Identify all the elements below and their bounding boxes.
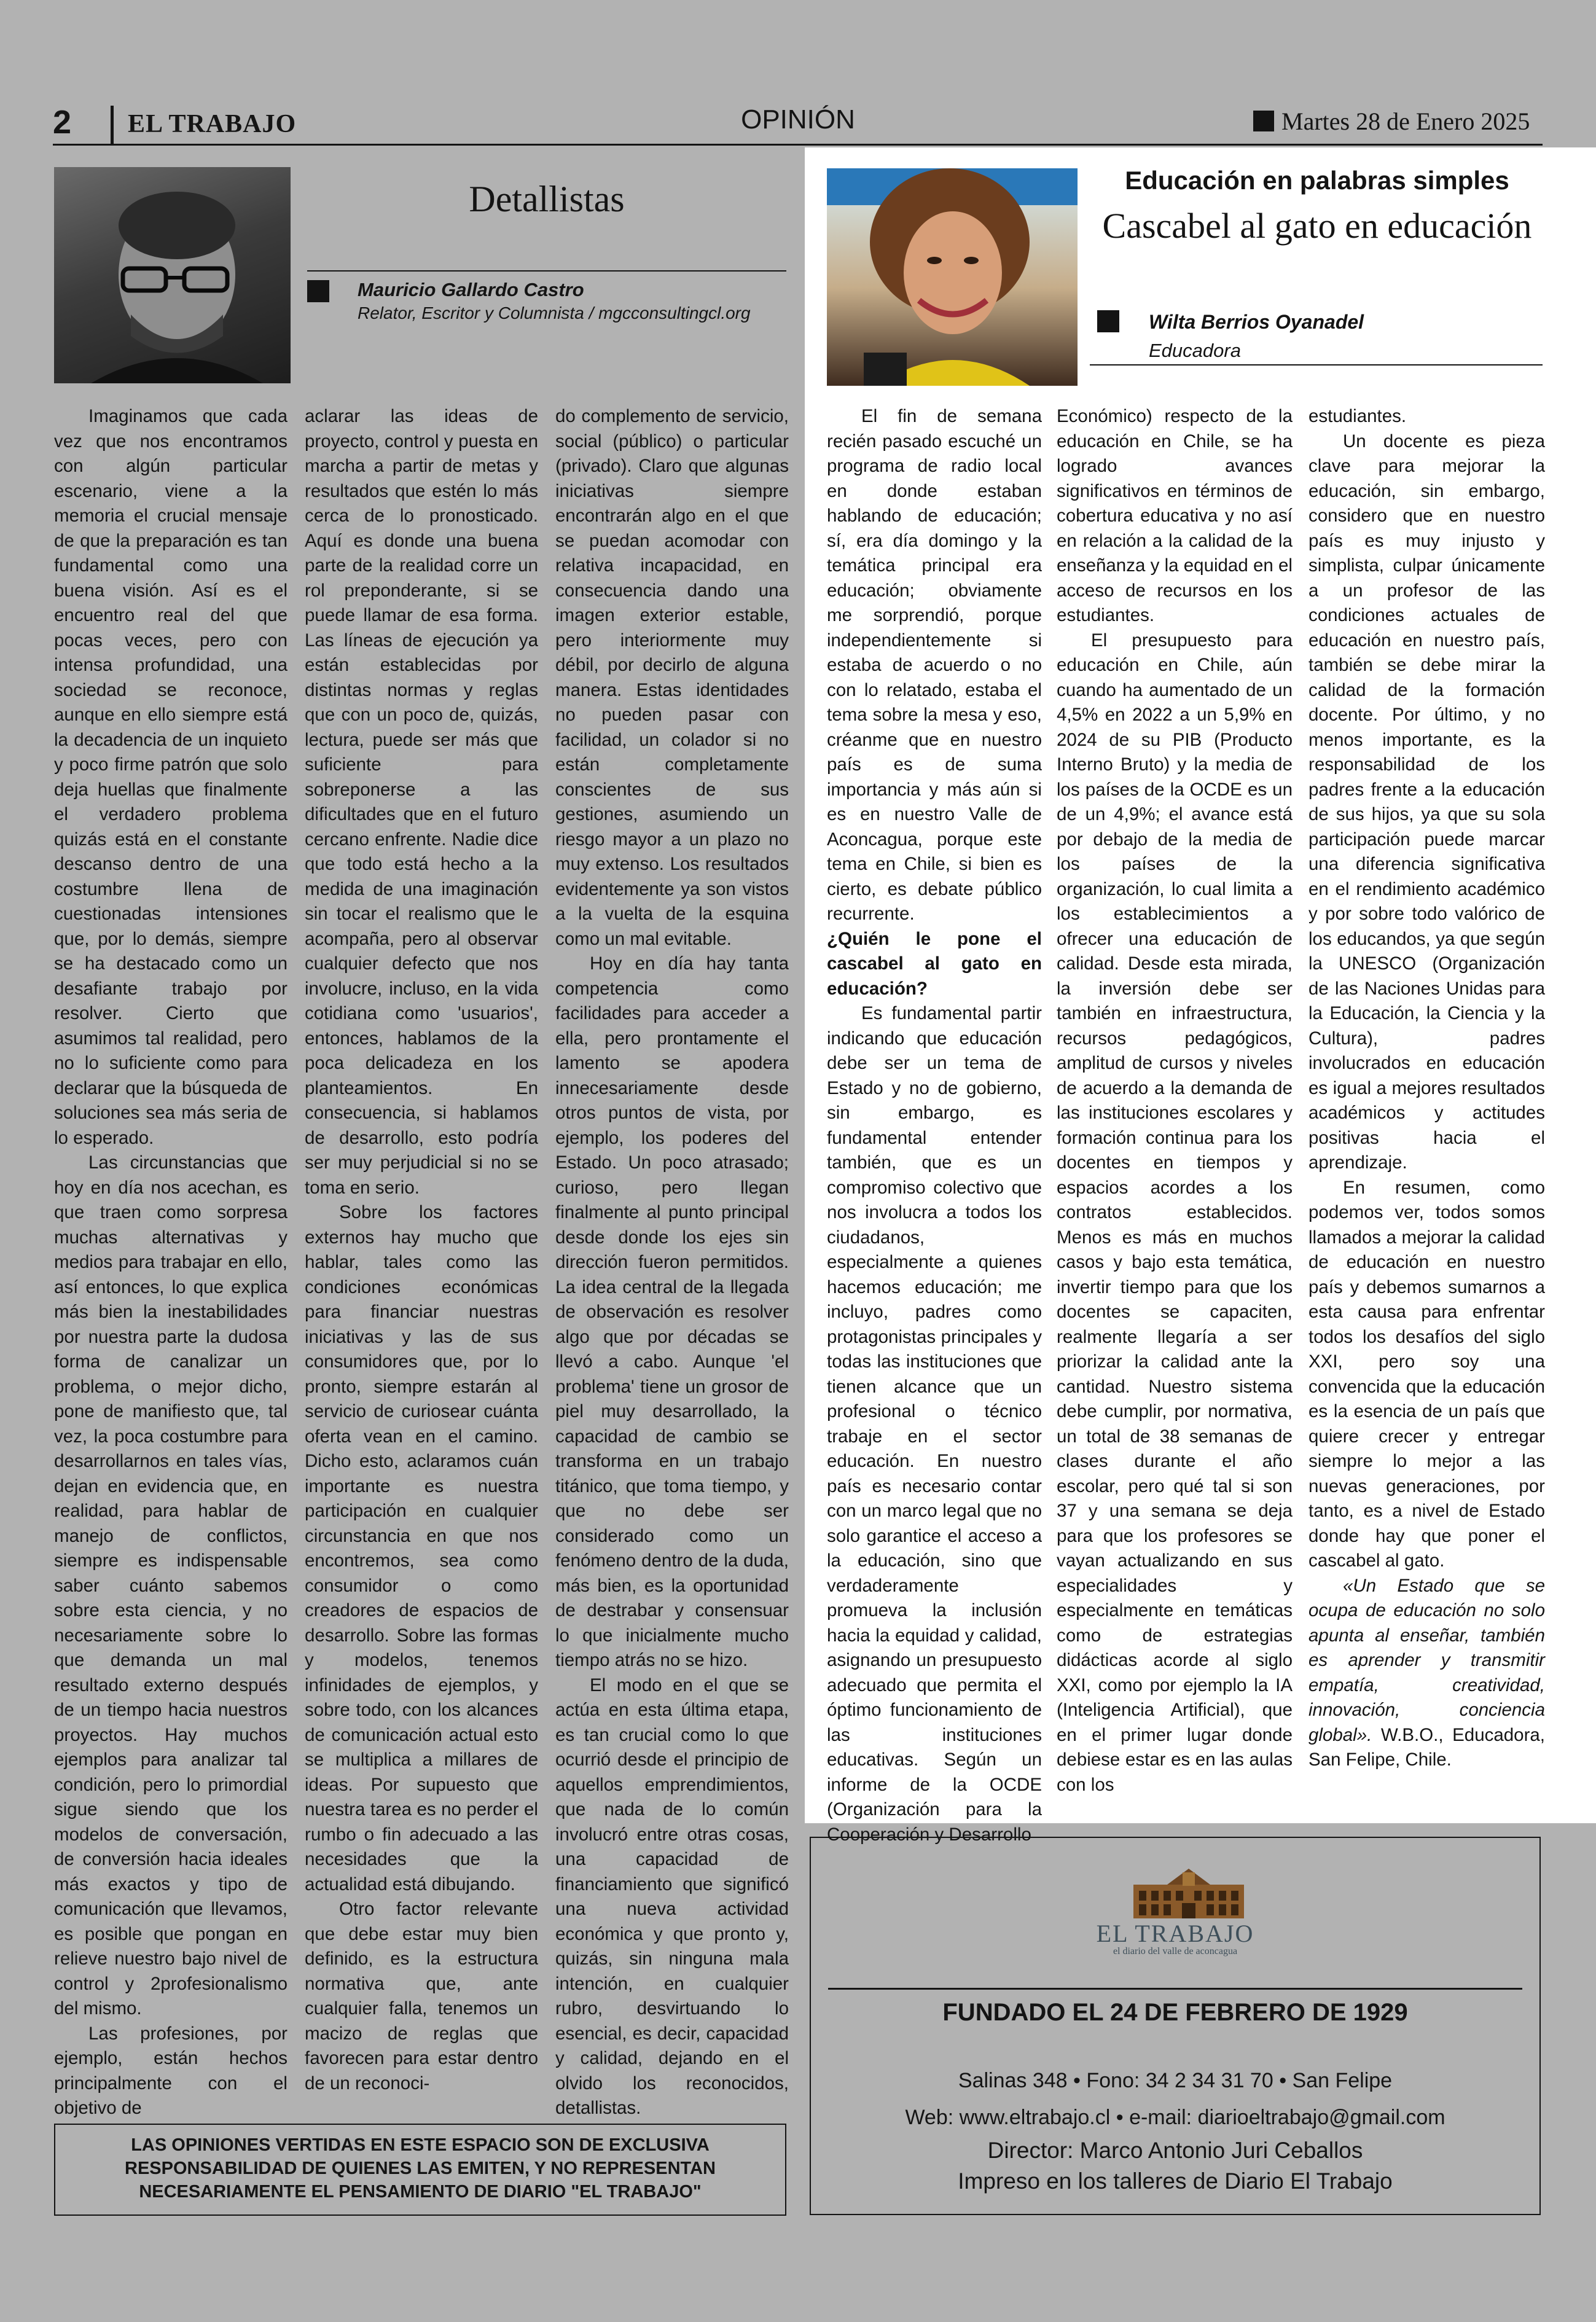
paragraph: Es fundamental partir indicando que educación debe ser un tema de Estado y no de gobierno, sin embargo, es fundamental entender también, que es un compromiso colectivo que nos involucra a todos los ciudadanos, especialmente a quienes hacemos educación; me incluyo, padres como protagonistas principales y todas las instituciones que tienen alcance que un profesional o técnico trabaje en el sector educación. En nuestro país es necesario contar con un marco legal que no solo garantice el acceso a la educación, sino que verdaderamente promueva la inclusión hacia la equidad y calidad, asignando un presupuesto adecuado que permita el óptimo funcionamiento de las instituciones educativas. Según un informe de la OCDE (Organización para la Cooperación y Desarrollo <box>827 1003 1042 1845</box>
byline-rule <box>1090 364 1543 366</box>
printer-line: Impreso en los talleres de Diario El Trabajo <box>958 2168 1393 2194</box>
section-title: OPINIÓN <box>741 104 855 135</box>
author-role: Relator, Escritor y Columnista / mgcconsultingcl.org <box>358 303 751 322</box>
paragraph: aclarar las ideas de proyecto, control y puesta en marcha a partir de metas y resultados que estén lo más cerca de lo pronosticado. Aquí es donde una buena parte de la realidad corre un rol preponderante, si se puede llamar de esa forma. Las líneas de ejecución ya están establecidas por distintas normas y reglas que con un poco de, quizás, lectura, puede ser más que suficiente para sobreponerse a las dificultades que en el futuro cercano enfrente. Nadie dice que todo está hecho a la medida de una imaginación sin tocar el realismo que le acompaña, pero al observar cualquier defecto que nos involucre, incluso, en la vida cotidiana como 'usuarios', entonces, hablamos de la poca delicadeza en los planteamientos. En consecuencia, si hablamos de desarrollo, esto podría ser muy perjudicial si no se toma en serio. <box>305 406 538 1198</box>
quote-text: «Un Estado que se ocupa de educación no solo apunta al enseñar, también es aprender y transmitir empatía, creatividad, innovación, conciencia global». <box>1308 1575 1545 1745</box>
author-role: Educadora <box>1149 340 1241 361</box>
article-title: Detallistas <box>469 179 625 219</box>
paragraph: Sobre los factores externos hay mucho que hablar, tales como las condiciones económicas para financiar nuestras iniciativas y las de sus consumidores que, por lo pronto, siempre estarán al servicio de curiosear cuánta oferta vean en el camino. Dicho esto, aclaramos cuán importante es nuestra participación en cualquier circunstancia en que nos encontremos, sea como consumidor o como creadores de espacios de desarrollo. Sobre las formas y modelos, tenemos infinidades de ejemplos, y sobre todo, con los alcances de comunicación actual esto se multiplica a millares de ideas. Por supuesto que nuestra tarea es no perder el rumbo o fin adecuado a las necesidades que la actualidad está dibujando. <box>305 1202 538 1894</box>
article-column-2 <box>305 404 538 2115</box>
logo-name: EL TRABAJO <box>1096 1920 1254 1947</box>
issue-date: Martes 28 de Enero 2025 <box>1281 108 1530 135</box>
paragraph: El modo en el que se actúa en esta última etapa, es tan crucial como lo que ocurrió desde el principio de aquellos emprendimientos, que nada de lo común involucró entre otras cosas, una capacidad de financiamiento que significó una nueva actividad económica y que pronto y, quizás, sin ninguna mala intención, en cualquier rubro, desvirtuando lo esencial, es decir, capacidad y calidad, dejando en el olvido los reconocidos, detallistas. <box>555 1675 789 2118</box>
newspaper-name: EL TRABAJO <box>128 110 297 138</box>
author-name: Wilta Berrios Oyanadel <box>1149 311 1364 333</box>
author-photo <box>54 167 291 383</box>
logo-tagline: el diario del valle de aconcagua <box>1113 1946 1238 1957</box>
article-title: Cascabel al gato en educación <box>1102 206 1532 246</box>
paragraph: Hoy en día hay tanta competencia como facilidades para acceder a ella, pero prontamente el lamento se apodera innecesariamente desde otros puntos de vista, por ejemplo, los poderes del Estado. Un poco atrasado; curioso, pero llegan finalmente al punto principal desde donde los ejes sin dirección fueron permitidos. La idea central de la llegada de observación es resolver algo que por décadas se llevó a cabo. Aunque 'el problema' tiene un grosor de piel muy desarrollado, la capacidad de cambio se transforma en un trabajo titánico, que toma tiempo, y que no debe ser considerado como un fenómeno dentro de la duda, más bien, es la oportunidad de destrabar y consensuar lo que inicialmente mucho tiempo atrás no se hizo. <box>555 953 789 1670</box>
header-rule <box>53 144 1543 146</box>
closing-quote <box>1308 1574 1545 1773</box>
subheading: ¿Quién le pone el cascabel al gato en educación? <box>827 928 1042 999</box>
paragraph: Un docente es pieza clave para mejorar la educación, sin embargo, considero que en nuestro país es muy injusto y simplista, culpar únicamente a un profesor de las condiciones actuales de educación en nuestro país, también se debe mirar la calidad de la formación docente. Por último, y no menos importante, es la responsabilidad de los padres frente a la educación de sus hijos, ya que su sola participación puede marcar una diferencia significativa en el rendimiento académico y por sobre todo valórico de los educandos, ya que según la UNESCO (Organización de las Naciones Unidas para la Educación, la Ciencia y la Cultura), padres involucrados en educación es igual a mejores resultados académicos y actitudes positivas hacia el aprendizaje. <box>1308 431 1545 1173</box>
page-number: 2 <box>53 104 72 141</box>
byline-rule <box>307 270 786 272</box>
paragraph: estudiantes. <box>1308 406 1407 426</box>
paragraph: Las circunstancias que hoy en día nos acechan, es que traen como sorpresa muchas alternativas y medios para trabajar en ello, así entonces, lo que explica más bien la inestabilidades por nuestra parte la dudosa forma de canalizar un problema, o mejor dicho, pone de manifiesto que, tal vez, la poca costumbre para desarrollarnos en tales vías, dejan en evidencia que, en realidad, para hablar de manejo de conflictos, siempre es indispensable saber cuánto sabemos sobre esta ciencia, y no necesariamente sobre lo que demanda un mal resultado externo después de un tiempo hacia nuestros proyectos. Hay muchos ejemplos para analizar tal condición, pero lo primordial sigue siendo que los modelos de conversación, de conversión hacia ideales más exactos y tipo de comunicación que llevamos, es posible que pongan en relieve nuestro bajo nivel de control y 2profesionalismo del mismo. <box>54 1152 288 2019</box>
author-photo <box>827 168 1078 386</box>
paragraph: Imaginamos que cada vez que nos encontramos con algún particular escenario, viene a la memoria el crucial mensaje de que la preparación es tan fundamental como una buena visión. Así es el encuentro real del que pocas veces, pero con intensa profundidad, una sociedad se reconoce, aunque en ello siempre está la decadencia de un inquieto y poco firme patrón que solo deja huellas que finalmente el verdadero problema quizás está en el constante descanso dentro de una costumbre llena de cuestionadas intensiones que, por lo demás, siempre se ha destacado como un desafiante trabajo por resolver. Cierto que asumimos tal realidad, pero no lo suficiente como para declarar que la búsqueda de soluciones sea más seria de lo esperado. <box>54 406 288 1148</box>
paragraph: El presupuesto para educación en Chile, aún cuando ha aumentado de un 4,5% en 2022 a un 5,9% en 2024 de su PIB (Producto Interno Bruto) y la media de los países de la OCDE es un de un 4,9%; el avance está por debajo de la media de los países de la organización, lo cual limita a los establecimientos a ofrecer una educación de calidad. Desde esta mirada, la inversión debe ser también en infraestructura, recursos pedagógicos, amplitud de cursos y niveles de acuerdo a la demanda de las instituciones escolares y formación continua para los docentes en tiempos y espacios acordes a los contratos establecidos. Menos es más en muchos casos y bajo esta temática, invertir tiempo para que los docentes se capaciten, realmente llegaría a ser priorizar la calidad ante la cantidad. Nuestro sistema debe cumplir, por normativa, un total de 38 semanas de clases durante el año escolar, pero qué tal si son 37 y una semana se deja para que los profesores se vayan actualizando en sus especialidades y especialmente en temáticas como de estrategias didácticas acorde al siglo XXI, como por ejemplo la IA (Inteligencia Artificial), que en el primer lugar donde debiese estar es en las aulas con los <box>1057 630 1293 1795</box>
signature: W.B.O., Educadora, San Felipe, Chile. <box>1308 1724 1545 1770</box>
date-marker <box>1253 111 1274 131</box>
article-column-4 <box>827 404 1042 1845</box>
founded-line: FUNDADO EL 24 DE FEBRERO DE 1929 <box>942 1999 1408 2026</box>
disclaimer-box: LAS OPINIONES VERTIDAS EN ESTE ESPACIO SON DE EXCLUSIVA RESPONSABILIDAD DE QUIENES LAS EMITEN, Y NO REPRESENTAN NECESARIAMENTE EL PENSAMIENTO DE DIARIO "EL TRABAJO" <box>54 2124 786 2216</box>
director-line: Director: Marco Antonio Juri Ceballos <box>987 2138 1363 2163</box>
article-column-1 <box>54 404 288 2118</box>
article-column-6 <box>1308 404 1545 1817</box>
article-kicker: Educación en palabras simples <box>1125 166 1509 195</box>
building-logo-icon <box>1130 1866 1247 1920</box>
paragraph: Económico) respecto de la educación en Chile, se ha logrado avances significativos en términos de cobertura educativa y no así en relación a la calidad de la enseñanza y la equidad en el acceso de recursos en los estudiantes. <box>1057 406 1293 625</box>
contact-line: Salinas 348 • Fono: 34 2 34 31 70 • San Felipe <box>958 2069 1393 2092</box>
article-column-5 <box>1057 404 1293 1817</box>
article-column-3 <box>555 404 789 2118</box>
masthead-rule <box>828 1988 1522 1990</box>
paragraph: En resumen, como podemos ver, todos somos llamados a mejorar la calidad de educación en nuestro país y debemos sumarnos a esta causa para enfrentar todos los desafíos del siglo XXI, pero soy una convencida que la educación es la esencia de un país que quiere crecer y entregar siempre lo mejor a las nuevas generaciones, por tanto, es a nivel de Estado donde hay que poner el cascabel al gato. <box>1308 1177 1545 1571</box>
web-line: Web: www.eltrabajo.cl • e-mail: diarioeltrabajo@gmail.com <box>905 2106 1445 2129</box>
byline-marker <box>307 280 329 302</box>
paragraph: Las profesiones, por ejemplo, están hechos principalmente con el objetivo de <box>54 2023 288 2118</box>
byline-marker <box>1097 310 1119 332</box>
paragraph: do complemento de servicio, social (público) o particular (privado). Claro que algunas iniciativas siempre encontrarán algo en el que se puedan acomodar con relativa incapacidad, en consecuencia dando una imagen exterior estable, pero interiormente muy débil, por decirlo de alguna manera. Estas identidades no pueden pasar con facilidad, un colador si no están completamente conscientes de sus gestiones, asumiendo un riesgo mayor a un plazo no muy extenso. Los resultados evidentemente ya son vistos a la vuelta de la esquina como un mal evitable. <box>555 406 789 949</box>
paragraph: El fin de semana recién pasado escuché un programa de radio local en donde estaban hablando de educación; sí, era día domingo y la temática principal era educación; obviamente me sorprendió, porque independientemente si estaba de acuerdo o no con lo relatado, estaba el tema sobre la mesa y eso, créanme que en nuestro país es de suma importancia y más aún si es en nuestro Valle de Aconcagua, porque este tema en Chile, si bien es cierto, es debate público recurrente. <box>827 406 1042 924</box>
author-name: Mauricio Gallardo Castro <box>358 279 584 300</box>
paragraph: Otro factor relevante que debe estar muy bien definido, es la estructura normativa que, ante cualquier falla, tenemos un macizo de reglas que favorecen para estar dentro de un reconoci- <box>305 1899 538 2093</box>
